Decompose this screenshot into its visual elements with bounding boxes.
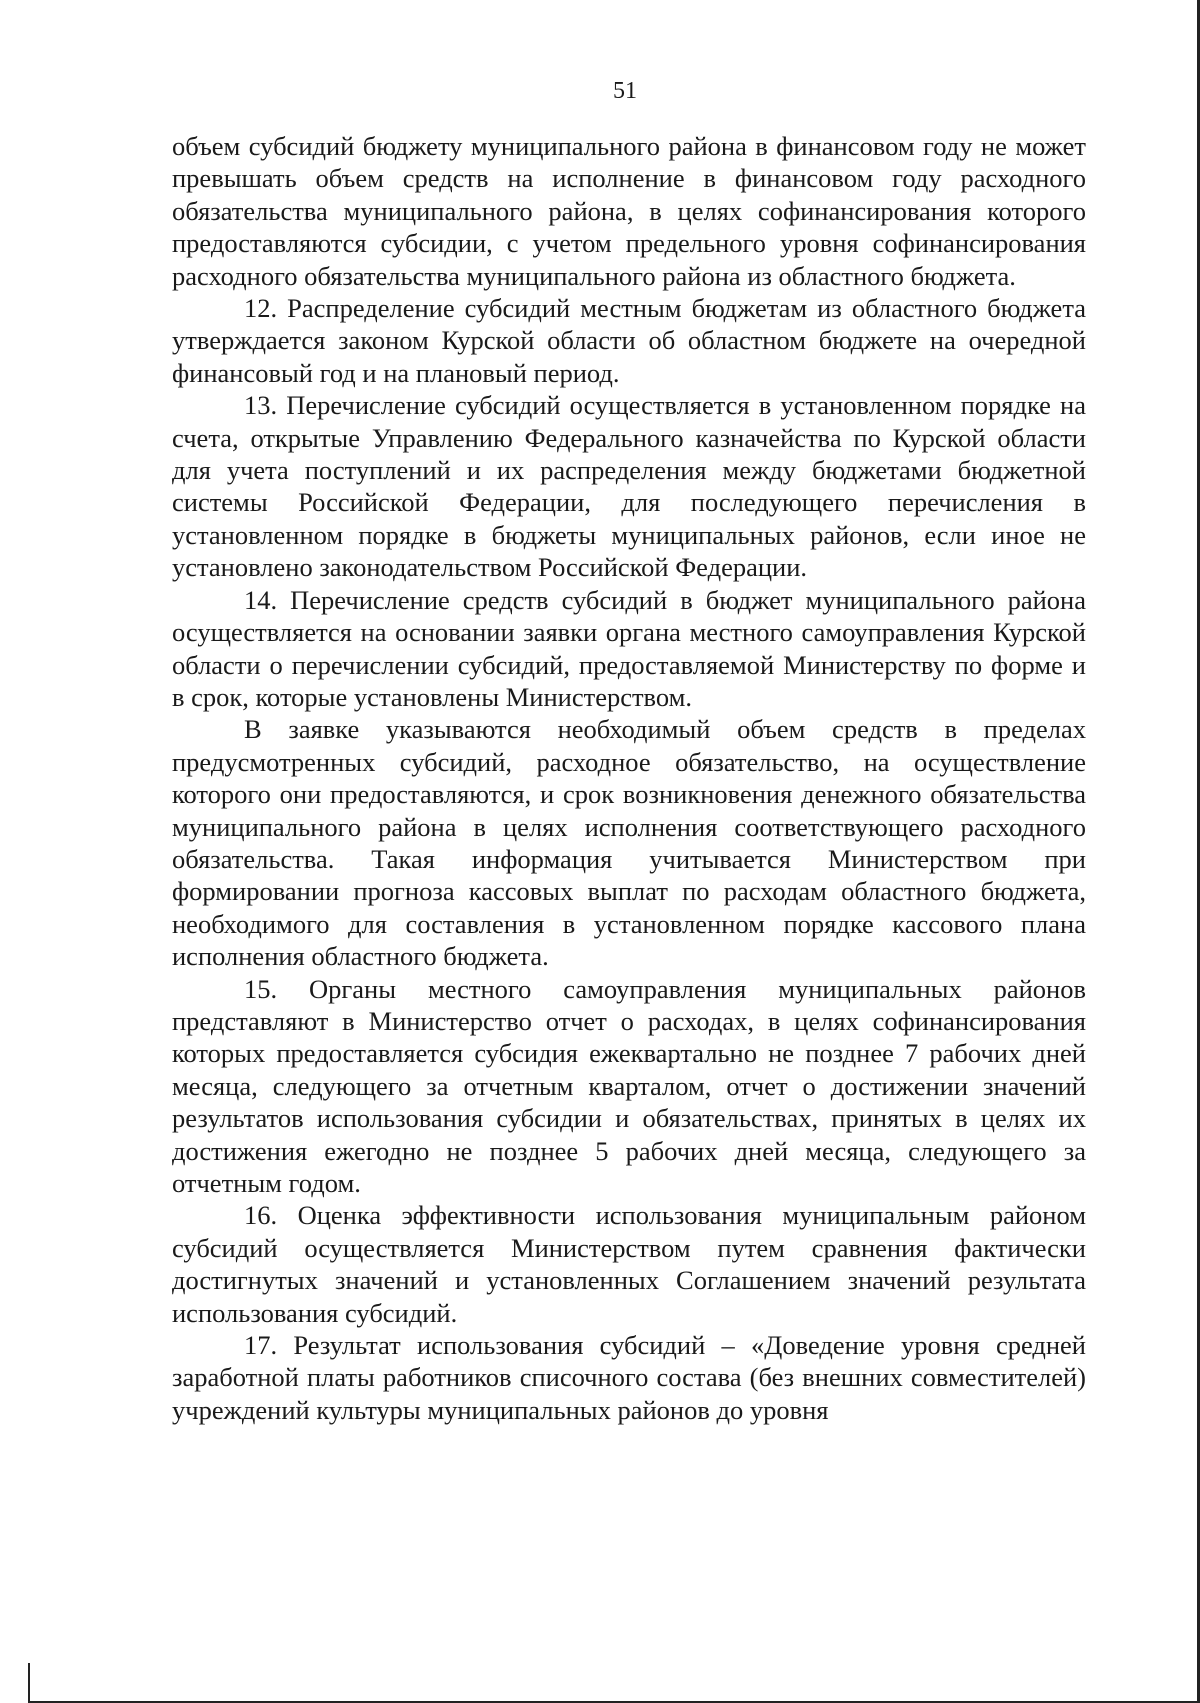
paragraph-14-application: В заявке указываются необходимый объем средств в пределах предусмотренных субсидий, расходное обязательство, на осуществление которого они предоставляются, и срок возникновения денежного обязательства муниципального района в целях исполнения соответствующего расходного обязательства. Такая информация учитывается Министерством при формировании прогноза кассовых выплат по расходам областного бюджета, необходимого для составления в установленном порядке кассового плана исполнения областного бюджета. <box>172 714 1086 972</box>
document-body <box>172 130 1086 1426</box>
paragraph-12: 12. Распределение субсидий местным бюджетам из областного бюджета утверждается законом Курской области об областном бюджете на очередной финансовый год и на плановый период. <box>172 293 1086 388</box>
paragraph-17: 17. Результат использования субсидий – «Доведение уровня средней заработной платы работников списочного состава (без внешних совместителей) учреждений культуры муниципальных районов до уровня <box>172 1330 1086 1425</box>
page-number: 51 <box>613 78 637 104</box>
scan-border-left <box>28 1663 30 1703</box>
paragraph-16: 16. Оценка эффективности использования муниципальным районом субсидий осуществляется Министерством путем сравнения фактически достигнутых значений и установленных Соглашением значений результата использования субсидий. <box>172 1200 1086 1328</box>
paragraph-15: 15. Органы местного самоуправления муниципальных районов представляют в Министерство отчет о расходах, в целях софинансирования которых предоставляется субсидия ежеквартально не позднее 7 рабочих дней месяца, следующего за отчетным кварталом, отчет о достижении значений результатов использования субсидии и обязательствах, принятых в целях их достижения ежегодно не позднее 5 рабочих дней месяца, следующего за отчетным годом. <box>172 973 1086 1198</box>
paragraph-14: 14. Перечисление средств субсидий в бюджет муниципального района осуществляется на основании заявки органа местного самоуправления Курской области о перечислении субсидий, предоставляемой Министерству по форме и в срок, которые установлены Министерством. <box>172 584 1086 712</box>
paragraph-continuation: объем субсидий бюджету муниципального района в финансовом году не может превышать объем средств на исполнение в финансовом году расходного обязательства муниципального района, в целях софинансирования которого предоставляются субсидии, с учетом предельного уровня софинансирования расходного обязательства муниципального района из областного бюджета. <box>172 131 1086 291</box>
paragraph-13: 13. Перечисление субсидий осуществляется в установленном порядке на счета, открытые Управлению Федерального казначейства по Курской области для учета поступлений и их распределения между бюджетами бюджетной системы Российской Федерации, для последующего перечисления в установленном порядке в бюджеты муниципальных районов, если иное не установлено законодательством Российской Федерации. <box>172 390 1086 583</box>
